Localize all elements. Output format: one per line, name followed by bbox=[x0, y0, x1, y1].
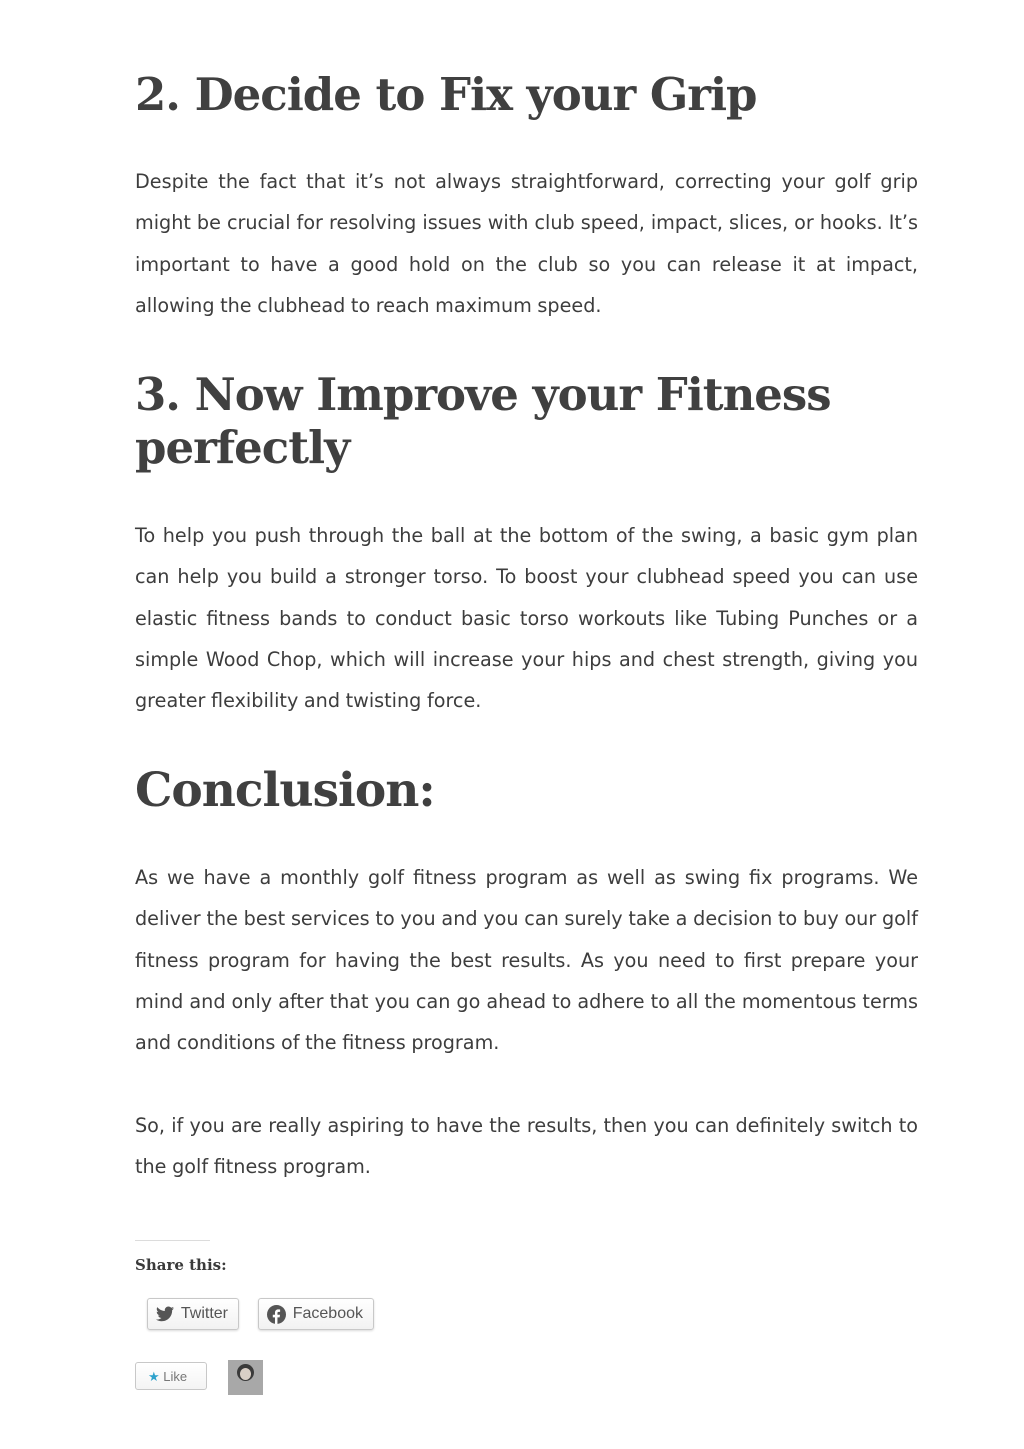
share-divider bbox=[135, 1240, 210, 1241]
heading-conclusion: Conclusion: bbox=[135, 763, 435, 818]
avatar[interactable] bbox=[228, 1360, 263, 1395]
like-row bbox=[0, 1360, 1024, 1384]
twitter-share-label: Twitter bbox=[180, 1305, 228, 1322]
facebook-f-icon bbox=[267, 1304, 287, 1324]
heading-improve-fitness: 3. Now Improve your Fitness perfectly bbox=[135, 368, 831, 474]
like-button[interactable] bbox=[135, 1362, 207, 1390]
twitter-bird-icon bbox=[156, 1304, 175, 1324]
avatar-face bbox=[240, 1368, 251, 1380]
paragraph-fix-grip: Despite the fact that it’s not always straightforward, correcting your golf grip might be crucial for resolving issues with club speed, impact, slices, or hooks. It’s important to have a good hold on the club so you can release it at impact, allowing the clubhead to reach maximum speed. bbox=[135, 170, 918, 317]
facebook-share-button[interactable] bbox=[258, 1298, 374, 1330]
star-icon: ★ bbox=[148, 1369, 160, 1384]
paragraph-conclusion-2: So, if you are really aspiring to have the results, then you can definitely switch to the golf fitness program. bbox=[135, 1114, 918, 1179]
like-label: Like bbox=[163, 1369, 188, 1384]
paragraph-conclusion-1: As we have a monthly golf fitness program as well as swing fix programs. We deliver the best services to you and you can surely take a decision to buy our golf fitness program for having the best results. As you need to first prepare your mind and only after that you can go ahead to adhere to all the momentous terms and conditions of the fitness program. bbox=[135, 866, 918, 1055]
twitter-share-button[interactable] bbox=[147, 1298, 239, 1330]
facebook-share-label: Facebook bbox=[292, 1305, 363, 1322]
heading-fix-grip: 2. Decide to Fix your Grip bbox=[135, 68, 757, 121]
share-label: Share this: bbox=[135, 1256, 227, 1274]
paragraph-improve-fitness: To help you push through the ball at the bottom of the swing, a basic gym plan can help you build a stronger torso. To boost your clubhead speed you can use elastic fitness bands to conduct basic torso workouts like Tubing Punches or a simple Wood Chop, which will increase your hips and chest strength, giving you greater flexibility and twisting force. bbox=[135, 524, 918, 713]
